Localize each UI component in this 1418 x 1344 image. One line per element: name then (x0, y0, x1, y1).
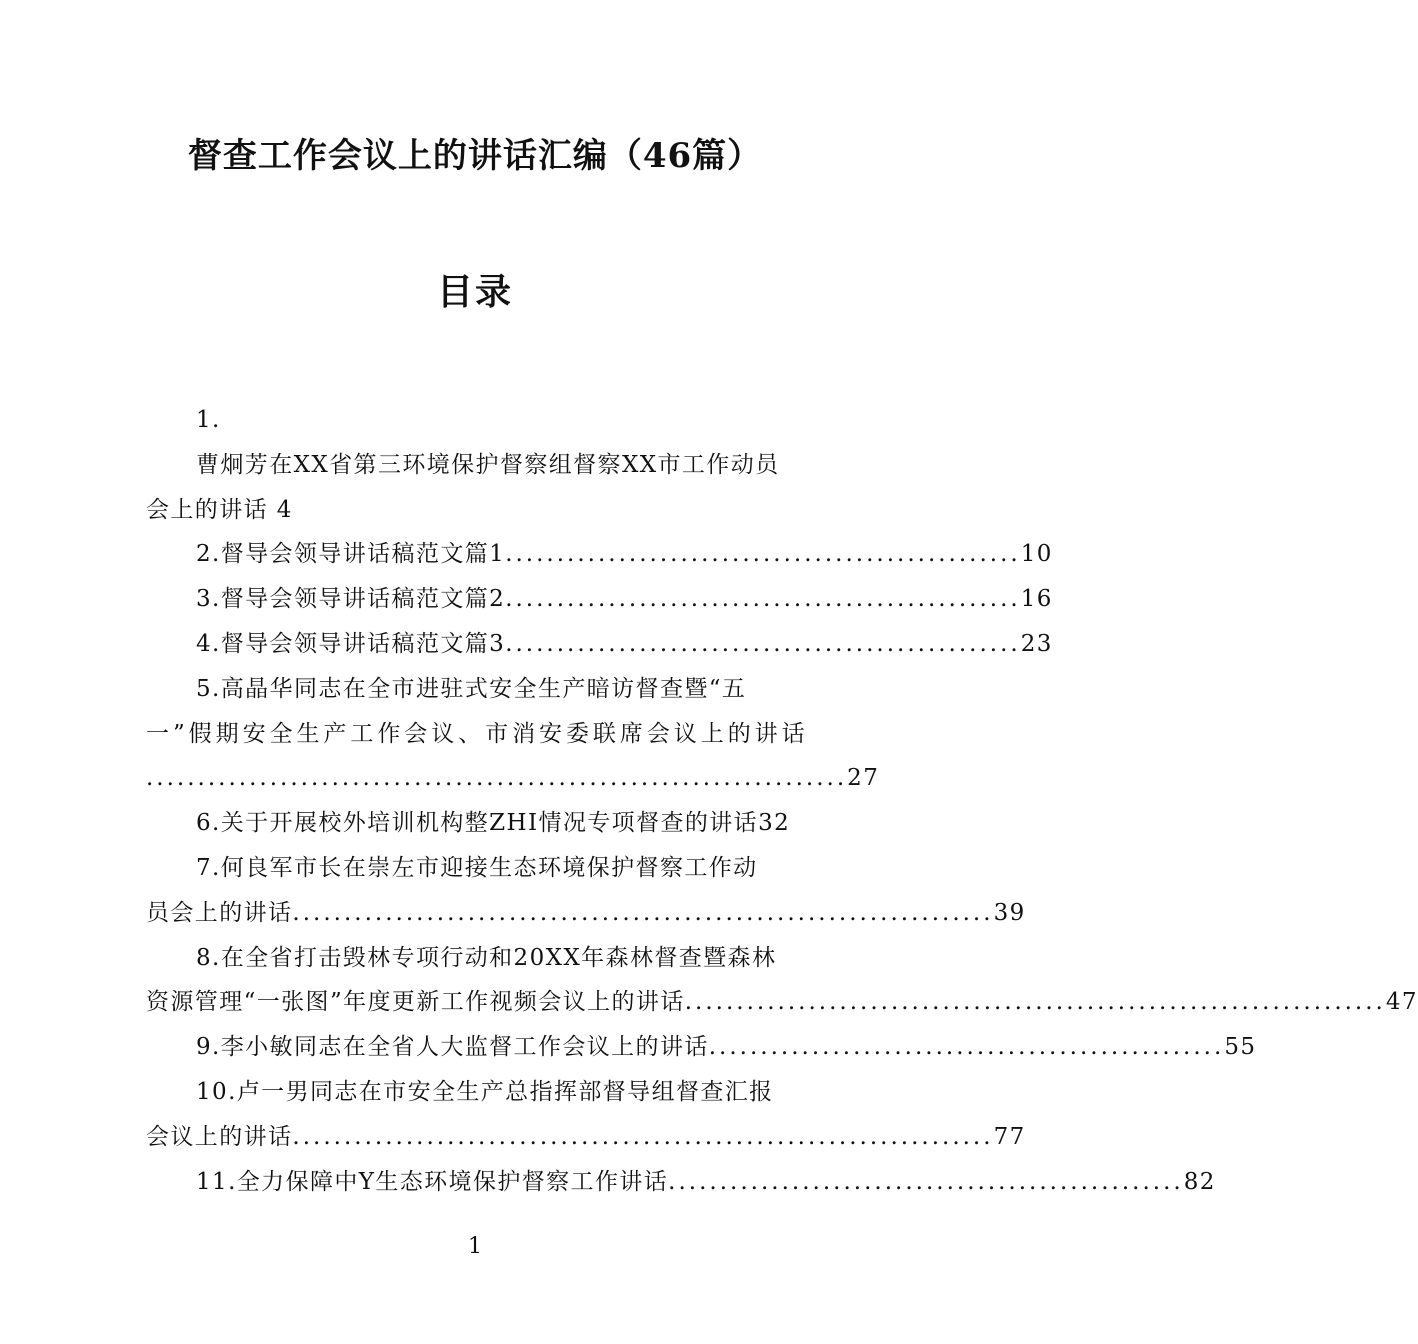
toc-entry-text: 资源管理“一张图”年度更新工作视频会议上的讲话 (146, 989, 685, 1016)
toc-entry-9 (146, 1025, 1257, 1070)
dot-leader: .................................................. (668, 1168, 1184, 1195)
toc-entry-page: 10 (1020, 541, 1053, 568)
dot-leader: .................................................................... (684, 989, 1386, 1016)
toc-entry-1-title-line1: 曹炯芳在XX省第三环境保护督察组督察XX市工作动员 (196, 451, 780, 478)
dot-leader: .................................................. (708, 1034, 1225, 1061)
toc-entry-page: 39 (993, 899, 1026, 926)
toc-entry-8-line1: 8.在全省打击毁林专项行动和20XX年森林督查暨森林 (196, 944, 777, 971)
toc-entry-text: 6.关于开展校外培训机构整ZHI情况专项督查的讲话 (196, 810, 759, 837)
dot-leader: .................................................. (505, 541, 1021, 568)
toc-entry-6 (146, 801, 806, 846)
toc-entry-7-line2 (146, 891, 1026, 936)
toc-entry-2 (146, 532, 1053, 577)
toc-entry-page: 47 (1385, 989, 1418, 1016)
toc-entry-1-number: 1. (196, 407, 221, 433)
toc-entry-text: 2.督导会领导讲话稿范文篇1 (196, 541, 506, 568)
table-of-contents (146, 398, 1418, 1204)
toc-entry-page: 32 (758, 810, 791, 837)
toc-entry-10-line1: 10.卢一男同志在市安全生产总指挥部督导组督查汇报 (196, 1078, 774, 1105)
toc-entry-text: 3.督导会领导讲话稿范文篇2 (196, 586, 506, 613)
toc-entry-5-line2: 一”假期安全生产工作会议、市消安委联席会议上的讲话 (146, 720, 806, 747)
dot-leader: .................................................................... (146, 765, 848, 792)
toc-entry-5-line1: 5.高晶华同志在全市进驻式安全生产暗访督查暨“五 (196, 675, 747, 702)
dot-leader: .................................................. (505, 586, 1021, 613)
toc-entry-11 (146, 1160, 1216, 1205)
toc-entry-page: 16 (1020, 586, 1053, 613)
document-title: 督查工作会议上的讲话汇编（46篇） (187, 136, 763, 176)
dot-leader: .................................................. (505, 630, 1021, 657)
dot-leader: .................................................................... (292, 1123, 994, 1150)
toc-heading: 目录 (436, 271, 513, 313)
toc-entry-3 (146, 577, 1053, 622)
toc-entry-page: 82 (1183, 1168, 1216, 1195)
toc-entry-text: 9.李小敏同志在全省人大监督工作会议上的讲话 (196, 1034, 709, 1061)
dot-leader: .................................................................... (292, 899, 994, 926)
toc-entry-text: 员会上的讲话 (146, 899, 293, 926)
toc-entry-page: 27 (847, 765, 880, 792)
toc-entry-text: 4.督导会领导讲话稿范文篇3 (196, 630, 506, 657)
toc-entry-text: 会议上的讲话 (146, 1123, 293, 1150)
toc-entry-4 (146, 622, 1053, 667)
toc-entry-page: 77 (993, 1123, 1026, 1150)
toc-entry-page: 55 (1224, 1034, 1257, 1061)
toc-entry-7-line1: 7.何良军市长在崇左市迎接生态环境保护督察工作动 (196, 854, 758, 881)
page-number: 1 (468, 1234, 482, 1259)
toc-entry-1-title-line2: 会上的讲话 4 (146, 496, 293, 523)
toc-entry-text: 11.全力保障中Y生态环境保护督察工作讲话 (196, 1168, 669, 1195)
toc-entry-page: 23 (1020, 630, 1053, 657)
toc-entry-10-line2 (146, 1115, 1026, 1160)
toc-entry-8-line2 (146, 980, 1418, 1025)
toc-entry-5-line3 (146, 756, 880, 801)
